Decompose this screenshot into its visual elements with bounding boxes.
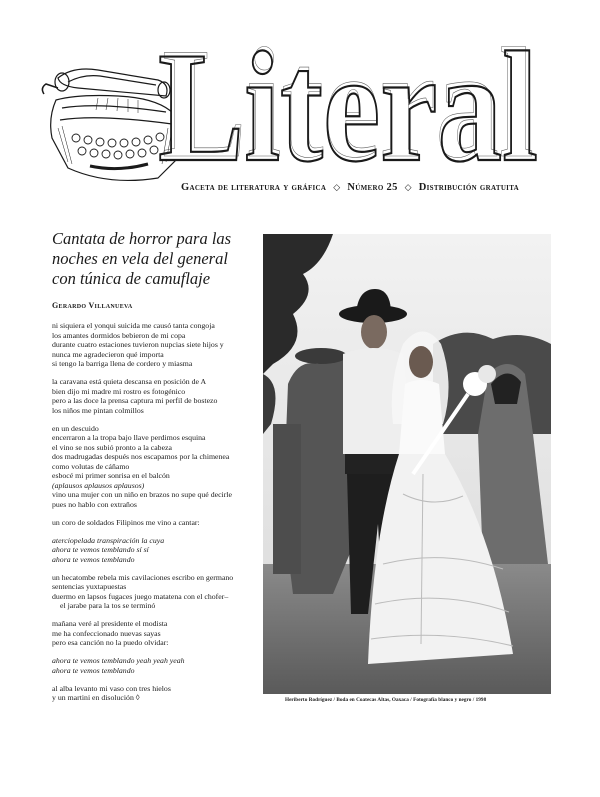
masthead-tagline xyxy=(181,182,561,193)
poem-stanza xyxy=(52,377,267,415)
poem-line: (aplausos aplausos aplausos) xyxy=(52,480,145,490)
poem-author: Gerardo Villanueva xyxy=(52,301,133,310)
poem-line: bien dijo mi madre mi rostro es fotogénico xyxy=(52,386,186,396)
poem-line: mañana veré al presidente el modista xyxy=(52,619,168,628)
poem-line: la caravana está quieta descansa en posición de A xyxy=(52,377,207,386)
photo-caption: Heriberto Rodríguez / Boda en Coatecas Altas, Oaxaca / Fotografía blanco y negro / 1998 xyxy=(285,697,487,703)
poem-line: ni siquiera el yonqui suicida me causó tanta congoja xyxy=(52,321,215,330)
poem-title xyxy=(52,229,257,289)
poem-line: nunca me agradecieron qué importa xyxy=(52,349,164,359)
poem-line: como volutas de cáñamo xyxy=(52,461,130,471)
poem-line: pero esa canción no la puedo olvidar: xyxy=(52,638,169,647)
poem-line: los niños me pintan colmillos xyxy=(52,405,144,415)
poem-line: pero a las doce la prensa captura mi perfil de bostezo xyxy=(52,396,218,405)
poem-line: y un martini en disolución ◊ xyxy=(52,693,140,702)
tagline-issue: Número 25 xyxy=(347,182,398,193)
poem-line: duermo en lapsos fugaces juego matatena con el chofer– xyxy=(52,591,229,601)
poem-body xyxy=(52,321,267,711)
poem-line: un coro de soldados Filipinos me vino a cantar: xyxy=(52,517,200,527)
poem-line: ahora te vemos temblando xyxy=(52,665,135,675)
poem-line: pues no hablo con extraños xyxy=(52,499,137,509)
poem-title-line: noches en vela del general xyxy=(52,249,228,268)
poem-line: el jarabe para la tos se terminó xyxy=(60,601,156,610)
poem-line: ahora te vemos temblando sí sí xyxy=(52,545,149,554)
poem-line: dos madrugadas después nos escapamos por la chimenea xyxy=(52,452,230,461)
poem-line: durante cuatro estaciones tuvieron nupcias siete hijos y xyxy=(52,340,224,349)
poem-line: si tengo la barriga llena de cordero y miasma xyxy=(52,359,193,368)
poem-stanza xyxy=(52,684,267,703)
wordmark-inline-text: Literal xyxy=(162,32,534,182)
poem-line: sentencias yuxtapuestas xyxy=(52,582,127,591)
poem-line: ahora te vemos temblando yeah yeah yeah xyxy=(52,656,185,665)
tagline-distribution: Distribución gratuita xyxy=(418,182,519,193)
poem-line: esbocé mi primer sonrisa en el balcón xyxy=(52,471,170,480)
poem-stanza xyxy=(52,619,267,648)
poem-line: me ha confeccionado nuevas sayas xyxy=(52,628,161,638)
diamond-outline-icon: ◇ xyxy=(404,182,412,192)
poem-line: aterciopelada transpiración la cuya xyxy=(52,535,165,545)
poem-stanza xyxy=(52,321,267,369)
poem-line: encerraron a la tropa bajo llave perdimos esquina xyxy=(52,433,206,442)
literal-wordmark xyxy=(158,32,543,182)
poem-stanza xyxy=(52,536,267,565)
poem-title-line: Cantata de horror para las xyxy=(52,229,232,248)
poem-title-line: con túnica de camuflaje xyxy=(52,269,211,288)
tagline-publication: Gaceta de literatura y gráfica xyxy=(181,182,327,193)
poem-stanza xyxy=(52,518,267,528)
poem-stanza xyxy=(52,424,267,510)
poem-line: vino una mujer con un niño en brazos no supe qué decirle xyxy=(52,490,232,499)
poem-line: los amantes dormidos bebieron de mi copa xyxy=(52,330,186,340)
wedding-photo xyxy=(263,234,551,694)
diamond-outline-icon: ◇ xyxy=(333,182,341,192)
poem-stanza xyxy=(52,656,267,675)
poem-line: en un descuido xyxy=(52,423,99,433)
masthead xyxy=(0,0,600,200)
poem-stanza xyxy=(52,573,267,611)
poem-line: el vino se nos subió pronto a la cabeza xyxy=(52,442,172,452)
poem-line: al alba levanto mi vaso con tres hielos xyxy=(52,683,171,693)
poem-line: ahora te vemos temblando xyxy=(52,554,135,564)
poem-line: un hecatombe rebela mis cavilaciones escribo en germano xyxy=(52,572,234,582)
wordmark-text: Literal xyxy=(158,32,538,182)
wedding-photo-icon xyxy=(263,234,551,694)
